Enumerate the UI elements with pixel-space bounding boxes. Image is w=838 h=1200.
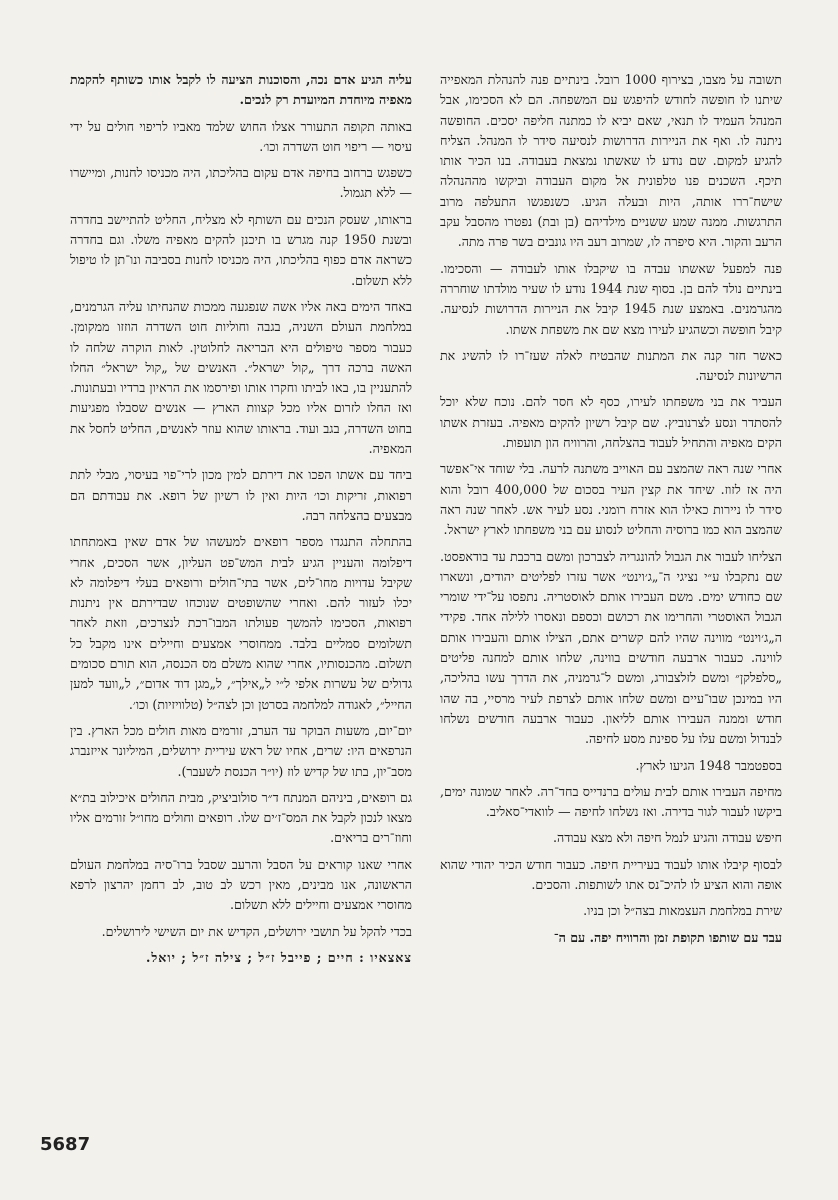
paragraph: מחיפה העבירו אותם לבית עולים ברנדייס בחד־רה. לאחר שמונה ימים, ביקשו לעבור לגור בדירה. ואז נשלחו לחיפה — לוואדי־סאליב. <box>440 783 782 820</box>
paragraph: העביר את בני משפחתו לעירו, כסף לא חסר להם. נוכח שלא יוכל להסתדר ונסע לצרנוביץ. שם קיבל רשיון להקים מאפיה. בעזרת אשתו הקים מאפיה והתחיל לעבוד בהצלחה, והרוויח הון תועפות. <box>440 394 782 451</box>
paragraph: באחד הימים באה אליו אשה שנפגעה ממכות שהנחיתו עליה הגרמנים, במלחמת העולם השניה, בגבה וחוליות חוט השדרה הוזזו ממקומן. כעבור מספר טיפולים היא הבריאה לחלוטין. לאות הוקרה שלחה לו האשה ברכה דרך „קול ישראל״. האנשים של „קול ישראל״ החלו להתעניין בו, באו לביתו וחקרו אותו ופירסמו את הראיון ברדיו ובעתונות. ואז החלו לזרום אליו מכל קצוות הארץ — אנשים שסבלו מפגיעות בחוט השדרה, בגב ועוד. בראותו שהוא עוזר לאנשים, החליט לחסל את המאפיה. <box>70 298 412 457</box>
right-column <box>440 70 782 1110</box>
paragraph: בספטמבר 1948 הגיעו לארץ. <box>635 757 782 773</box>
paragraph: בהתחלה התנגדו מספר רופאים למעשהו של אדם שאין באמתחתו דיפלומה והעניין הגיע לבית המש־פט העליון, אשר הסכים, אחרי שקיבל עדויות מחו־לים, אשר בתי־חולים ורופאים בעלי דיפלומה לא יכלו לעזור להם. ואחרי שהשופטים שנוכחו שבדירתם אין ניתנות רפואות, הסכימו להמשך פעולתו המבו־רכת לנצרכים, וזאת לאחר תשלומים סמליים בלבד. ממחוסרי אמצעים וחיילים אינו מקבל כל תשלום. מהכנסותיו, אחרי שהוא משלם מס הכנסה, הוא תורם סכומים גדולים של עשרות אלפי ל״י ל„אילך״, ל„מגן דוד אדום״, ל„וועד למען החייל״, לאגודה למלחמה בסרטן וכן לצה״ל (טלוויזיות) וכו׳. <box>70 534 412 712</box>
paragraph: הצליחו לעבור את הגבול להונגריה לצברכון ומשם ברכבת עד בודאפסט. שם נתקבלו ע״י נציגי ה־„ג׳וינט״ אשר עזרו לפליטים יהודים, ונשארו שם כחודש ימים. משם העבירו אותם לאוסטריה. נתפסו על־ידי שומרי הגבול האוסטרי והחרימו את רכושם וכספם ונאסרו ללילה אחד. פקידי ה„ג׳וינט״ מווינה שהיו להם קשרים אתם, הצילו אותם והעבירו אותם לווינה. כעבור ארבעה חודשים בווינה, שלחו אותם למחנה פליטים „סלפלקן״ ומשם לזלצבורג, ומשם ל־גרמניה, את הדרך עשו בהליכה, היו במינכן שבו־עיים ומשם שלחו אותם לצרפת לעיר מרסיי, בה שהו חודש וממנה העבירו אותם לליאון. כעבור ארבעה חודשים נשלחו לבנדול ומשם עלו על ספינת מסע לחיפה. <box>440 548 782 747</box>
paragraph: בראותו, שעסק הנכים עם השותף לא מצליח, החליט להתיישב בחדרה ובשנת 1950 קנה מגרש בו תיכנן להקים מאפיה משלו. וגם בחדרה כשראה אדם כפוף בהליכתו, היה מכניסו לחנות בסביבה ונו־תן לו טיפול ללא תשלום. <box>70 211 412 288</box>
paragraph: אחרי שנה ראה שהמצב עם האוייב משתנה לרעה. בלי שוחד אי־אפשר היה אז לזוז. שיחד את קצין העיר בסכום של 400,000 רובל והוא סידר לו ניירות כאילו הוא אזרח רומני. נסע לעיר אש. לאחר שנה ראה שהמצב הוא כמו ברוסיה והחליט לנסוע עם בני משפחתו לארץ ישראל. <box>440 461 782 538</box>
paragraph: עבד עם שותפו תקופת זמן והרוויח יפה. עם ה־ <box>553 929 782 945</box>
paragraph: חיפש עבודה והגיע לנמל חיפה ולא מצא עבודה. <box>552 830 782 846</box>
paragraph: כשפגש ברחוב בחיפה אדם עקום בהליכתו, היה מכניסו לחנות, ומיישרו — ללא תגמול. <box>70 165 412 201</box>
paragraph: תשובה על מצבו, בצירוף 1000 רובל. בינתיים פנה להנהלת המאפייה שיתנו לו חופשה לחודש להיפגש עם המשפחה. הם לא הסכימו, אבל המנהל העמיד לו תנאי, שאם יביא לו כמתנה חליפה יסכים. החופשה ניתנה לו. ואף את הניירות הדרושות לנסיעה סידר לו המנהל. הצליח להגיע למקום. שם נודע לו שאשתו נמצאת בעבודה. בנו הכיר אותו תיכף. השכנים פנו טלפונית אל מקום העבודה וביקשו מההנהלה שישח־ררו אותה, היות ובעלה הגיע. כשנפגשו התעלפה מרוב התרגשות. ממנה שמע ששניים מילדיהם (בן ובת) נפטרו מהסבל עקב הרעב והקור. היא סיפרה לו, שמרוב רעב היו גונבים בשר פרה מתה. <box>440 72 782 250</box>
paragraph: בכדי להקל על תושבי ירושלים, הקדיש את יום השישי לירושלים. <box>101 923 412 939</box>
paragraph: לבסוף קיבלו אותו לעבוד בעיריית חיפה. כעבור חודש הכיר יהודי שהוא אופה והוא הציע לו להיכ־נס אתו לשותפות. והסכים. <box>440 856 782 892</box>
paragraph: כאשר חזר קנה את המתנות שהבטיח לאלה שעז־רו לו להשיג את הרשיונות לנסיעה. <box>440 347 782 384</box>
descendants-line: צאצאיו : חיים ; פייבל ז״ל ; צילה ז״ל ; יואל. <box>146 949 412 965</box>
paragraph: גם רופאים, ביניהם המנתח ד״ר סולוביציק, מבית החולים איכילוב בת״א מצאו לנכון לקבל את המס־ז׳ים שלו. רופאים וחולים מחו״ל זורמים אליו וחוז־רים בריאים. <box>70 789 412 846</box>
left-column <box>70 70 412 1110</box>
paragraph: אחרי שאנו קוראים על הסבל והרעב שסבל ברו־סיה במלחמת העולם הראשונה, אנו מבינים, מאין רכש לב טוב, לב רחמן יהרצון לרפא מחוסרי אמצעים וחיילים ללא תשלום. <box>70 856 412 913</box>
paragraph: יום־יום, משעות הבוקר עד הערב, זורמים מאות חולים מכל הארץ. בין הנרפאים היו: שרים, אחיו של ראש עיריית ירושלים, המיליונר אייזנברג מסב־יון, בתו של קדיש לוז (יו״ר הכנסת לשעבר). <box>70 722 412 779</box>
paragraph: פנה למפעל שאשתו עבדה בו שיקבלו אותו לעבודה — והסכימו. בינתיים נולד להם בן. בסוף שנת 1944 נודע לו שעיר מולדתו שוחררה מהגרמנים. באמצע שנת 1945 קיבל את הניירות הדרושות לנסיעה. קיבל חופשה וכשהגיע לעירו מצא שם את משפחת אשתו. <box>440 260 782 337</box>
page-body <box>70 70 782 1110</box>
paragraph: באותה תקופה התעורר אצלו החוש שלמד מאביו לריפוי חולים על ידי עיסוי — ריפוי חוט השדרה וכו׳. <box>70 118 412 154</box>
paragraph: שירת במלחמת העצמאות בצה״ל וכן בניו. <box>583 903 782 919</box>
page-number: 5687 <box>40 1134 91 1155</box>
paragraph: ביחד עם אשתו הפכו את דירתם למין מכון לרי־פוי בעיסוי, מבלי לתת רפואות, זריקות וכו׳ היות ואין לו רשיון של רופא. את עבודתם הם מבצעים בהצלחה רבה. <box>70 467 412 523</box>
paragraph: עליה הגיע אדם נכה, והסוכנות הציעה לו לקבל אותו כשותף להקמת מאפיה מיוחדת המיועדת רק לנכים. <box>70 72 412 108</box>
